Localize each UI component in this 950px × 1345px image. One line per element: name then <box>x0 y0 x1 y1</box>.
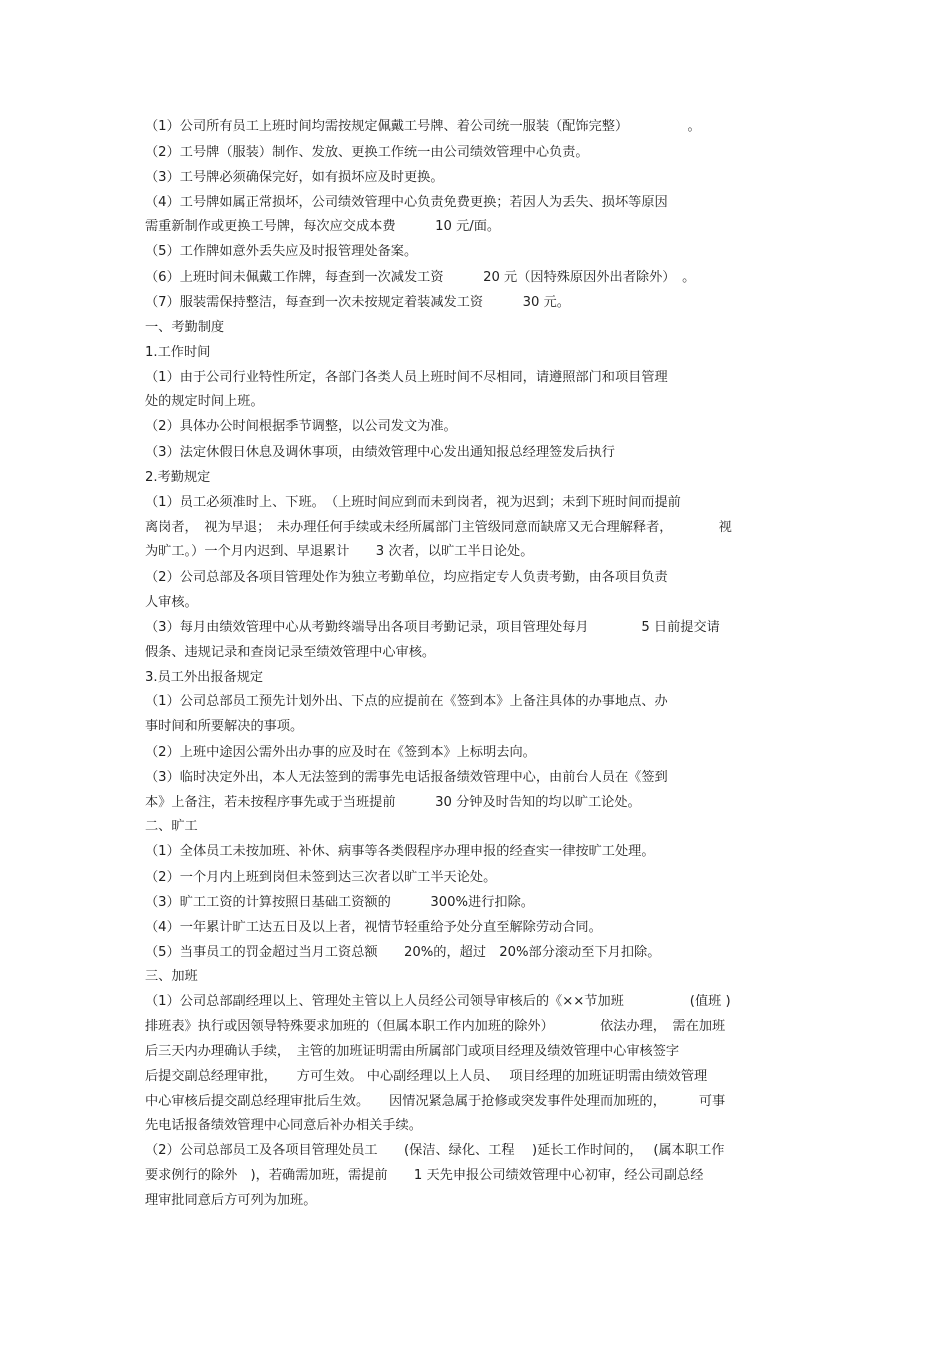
text-line: （2）具体办公时间根据季节调整，以公司发文为准。 <box>145 419 457 434</box>
text-line: （5）工作牌如意外丢失应及时报管理处备案。 <box>145 244 418 259</box>
text-line: （1）公司所有员工上班时间均需按规定佩戴工号牌、着公司统一服装（配饰完整） 。 <box>145 119 701 134</box>
text-line: 为旷工。）一个月内迟到、早退累计 3 次者，以旷工半日论处。 <box>145 544 534 559</box>
text-line: （2）上班中途因公需外出办事的应及时在《签到本》上标明去向。 <box>145 745 536 760</box>
text-line: （2）公司总部员工及各项目管理处员工 (保洁、绿化、工程 )延长工作时间的， (属本职工作 <box>145 1143 725 1158</box>
text-line: 中心审核后提交副总经理审批后生效。 因情况紧急属于抢修或突发事件处理而加班的， 可事 <box>145 1094 726 1109</box>
subsection-heading: 1.工作时间 <box>145 345 211 360</box>
text-line: （2）公司总部及各项目管理处作为独立考勤单位，均应指定专人负责考勤，由各项目负责 <box>145 570 668 585</box>
text-line: （7）服装需保持整洁，每查到一次未按规定着装减发工资 30 元。 <box>145 295 570 310</box>
text-line: （2）工号牌（服装）制作、发放、更换工作统一由公司绩效管理中心负责。 <box>145 145 589 160</box>
text-line: 假条、违规记录和查岗记录至绩效管理中心审核。 <box>145 645 436 660</box>
text-line: 排班表》执行或因领导特殊要求加班的（但属本职工作内加班的除外） 依法办理， 需在加班 <box>145 1019 726 1034</box>
text-line: （1）公司总部员工预先计划外出、下点的应提前在《签到本》上备注具体的办事地点、办 <box>145 694 668 709</box>
section-heading: 三、加班 <box>145 969 198 984</box>
text-line: （3）法定休假日休息及调休事项，由绩效管理中心发出通知报总经理签发后执行 <box>145 445 615 460</box>
text-line: （3）临时决定外出，本人无法签到的需事先电话报备绩效管理中心，由前台人员在《签到 <box>145 770 668 785</box>
text-line: （3）工号牌必须确保完好，如有损坏应及时更换。 <box>145 170 444 185</box>
subsection-heading: 3.员工外出报备规定 <box>145 670 264 685</box>
text-line: （2）一个月内上班到岗但未签到达三次者以旷工半天论处。 <box>145 870 497 885</box>
text-line: （4）一年累计旷工达五日及以上者，视情节轻重给予处分直至解除劳动合同。 <box>145 920 602 935</box>
text-line: 本》上备注，若未按程序事先或于当班提前 30 分钟及时告知的均以旷工论处。 <box>145 795 641 810</box>
text-line: 后提交副总经理审批， 方可生效。 中心副经理以上人员、 项目经理的加班证明需由绩效管理 <box>145 1069 708 1084</box>
section-heading: 二、旷工 <box>145 819 198 834</box>
text-line: 事时间和所要解决的事项。 <box>145 719 304 734</box>
text-line: 需重新制作或更换工号牌，每次应交成本费 10 元/面。 <box>145 219 501 234</box>
text-line: 后三天内办理确认手续， 主管的加班证明需由所属部门或项目经理及绩效管理中心审核签字 <box>145 1044 680 1059</box>
text-line: 要求例行的除外 )，若确需加班，需提前 1 天先申报公司绩效管理中心初审，经公司副总经 <box>145 1168 704 1183</box>
text-line: （1）员工必须准时上、下班。 （上班时间应到而未到岗者，视为迟到；未到下班时间而提前 <box>145 495 681 510</box>
text-line: 处的规定时间上班。 <box>145 394 264 409</box>
text-line: 人审核。 <box>145 595 198 610</box>
text-line: （3）每月由绩效管理中心从考勤终端导出各项目考勤记录，项目管理处每月 5 日前提交请 <box>145 620 720 635</box>
text-line: （4）工号牌如属正常损坏，公司绩效管理中心负责免费更换；若因人为丢失、损坏等原因 <box>145 195 668 210</box>
text-line: （6）上班时间未佩戴工作牌，每查到一次减发工资 20 元（因特殊原因外出者除外） 。 <box>145 270 696 285</box>
text-line: （5）当事员工的罚金超过当月工资总额 20%的，超过 20%部分滚动至下月扣除。 <box>145 945 661 960</box>
subsection-heading: 2.考勤规定 <box>145 470 211 485</box>
text-line: 离岗者， 视为早退； 未办理任何手续或未经所属部门主管级同意而缺席又无合理解释者， 视 <box>145 520 732 535</box>
text-line: 先电话报备绩效管理中心同意后补办相关手续。 <box>145 1118 422 1133</box>
text-line: （1）全体员工未按加班、补休、病事等各类假程序办理申报的经查实一律按旷工处理。 <box>145 844 655 859</box>
text-line: （1）由于公司行业特性所定，各部门各类人员上班时间不尽相同，请遵照部门和项目管理 <box>145 370 668 385</box>
section-heading: 一、考勤制度 <box>145 320 225 335</box>
text-line: （1）公司总部副经理以上、管理处主管以上人员经公司领导审核后的《××节加班 (值班 ) <box>145 994 731 1009</box>
text-line: （3）旷工工资的计算按照日基础工资额的 300%进行扣除。 <box>145 895 534 910</box>
text-line: 理审批同意后方可列为加班。 <box>145 1193 317 1208</box>
